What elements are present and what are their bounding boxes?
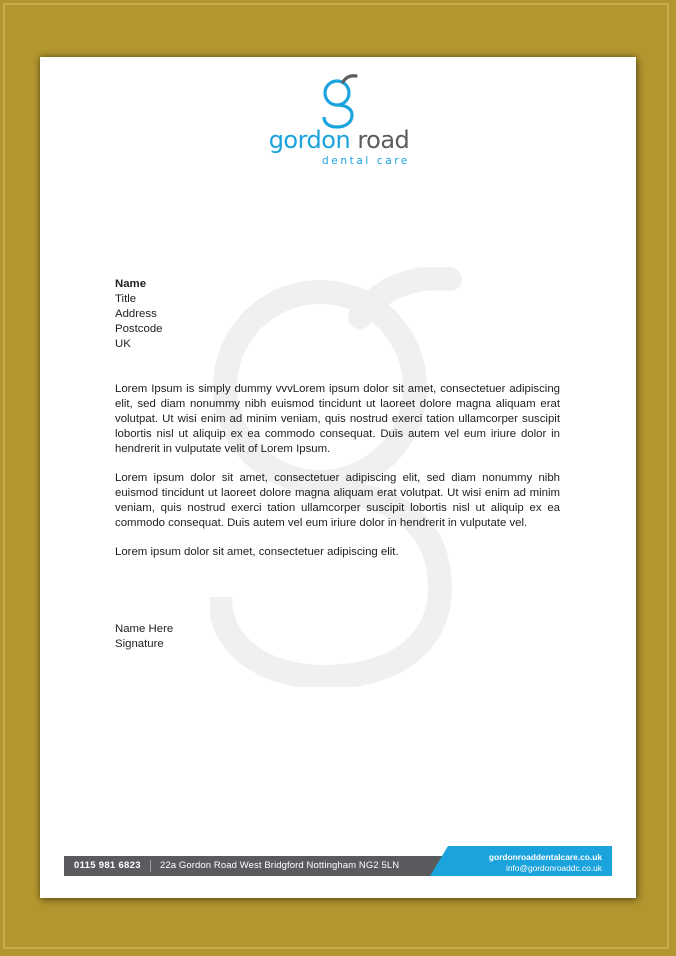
brand-tagline: dental care xyxy=(322,155,410,167)
signature-name: Name Here xyxy=(115,623,174,635)
footer-phone: 0115 981 6823 xyxy=(74,860,141,871)
signature-block xyxy=(115,622,173,652)
recipient-postcode: Postcode xyxy=(115,323,163,335)
recipient-name: Name xyxy=(115,278,147,290)
body-paragraph: Lorem Ipsum is simply dummy vvvLorem ipsum dolor sit amet, consectetuer adipiscing elit, sed diam nonummy nibh euismod tincidunt ut laoreet dolore magna aliquam erat volutpat. Ut wisi enim ad minim veniam, quis nostrud exerci tation ullamcorper suscipit lobortis nisl ut aliquip ex ea commodo consequat. Duis autem vel eum iriure dolor in hendrerit in vulputate velit of Lorem Ipsum. xyxy=(115,383,560,455)
recipient-block xyxy=(115,277,163,352)
footer-bar xyxy=(64,846,612,878)
footer-divider xyxy=(150,860,151,872)
body-paragraph: Lorem ipsum dolor sit amet, consectetuer adipiscing elit. xyxy=(115,546,399,558)
body-paragraph: Lorem ipsum dolor sit amet, consectetuer adipiscing elit, sed diam nonummy nibh euismod tincidunt ut laoreet dolore magna aliquam erat volutpat. Ut wisi enim ad minim veniam, quis nostrud exerci tation ullamcorper suscipit lobortis nisl ut aliquip ex ea commodo consequat. Duis autem vel eum iriure dolor in hendrerit in vulputate vel. xyxy=(115,472,560,529)
recipient-title: Title xyxy=(115,293,137,305)
brand-name-part2: road xyxy=(357,126,410,154)
brand-name xyxy=(268,127,410,153)
g-monogram-icon xyxy=(320,73,360,131)
recipient-address: Address xyxy=(115,308,157,320)
letter-body xyxy=(115,382,560,574)
recipient-country: UK xyxy=(115,338,131,350)
letterhead-page xyxy=(40,57,636,898)
brand-name-part1: gordon xyxy=(268,126,351,154)
footer-website-link[interactable]: gordonroaddentalcare.co.uk xyxy=(488,852,602,862)
logo xyxy=(268,73,410,167)
signature-label: Signature xyxy=(115,638,164,650)
footer-address: 22a Gordon Road West Bridgford Nottingham NG2 5LN xyxy=(160,860,400,871)
footer-email-link[interactable]: info@gordonroaddc.co.uk xyxy=(505,863,602,873)
